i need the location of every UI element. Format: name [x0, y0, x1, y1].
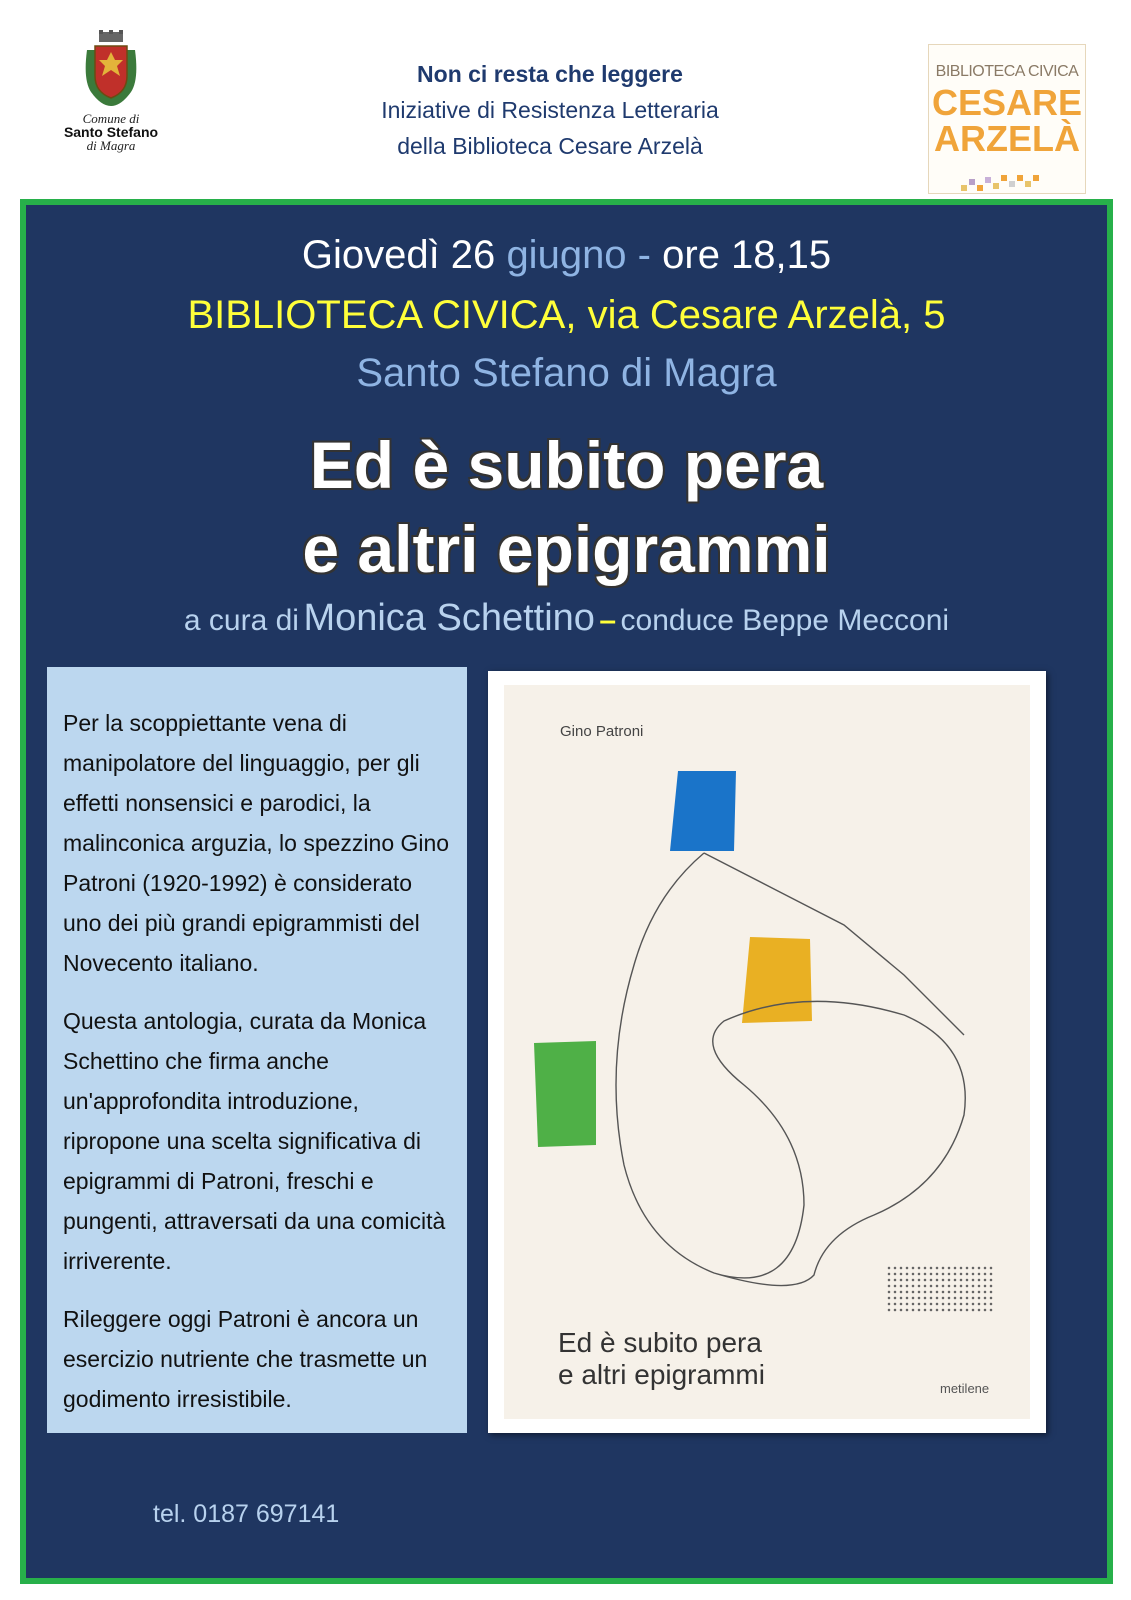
cover-dot-grid-area [886, 1265, 994, 1313]
event-date [26, 233, 1107, 278]
book-cover [504, 685, 1030, 1419]
series-subtitle1: Iniziative di Resistenza Letteraria [381, 97, 719, 123]
cover-publisher: metilene [940, 1381, 990, 1396]
crest-line2: Santo Stefano [63, 124, 159, 140]
series-subtitle2: della Biblioteca Cesare Arzelà [397, 133, 703, 159]
cover-blue-square [670, 771, 736, 851]
crest-line1: Comune di [82, 111, 140, 126]
cover-green-square [534, 1041, 596, 1147]
curated-prefix: a cura di [183, 604, 299, 637]
crest-line3: di Magra [86, 138, 136, 153]
series-title: Non ci resta che leggere [417, 61, 683, 87]
description-paragraph2: Questa antologia, curata da Monica Schettino che firma anche un'approfondita introduzione, ripropone una scelta significativa di epigrammi di Patroni, freschi e pungenti, attraversati da una comicità irriverente. [63, 1008, 446, 1274]
pixel-pattern-icon [961, 173, 1051, 193]
library-logo [928, 44, 1086, 194]
book-title-line1: Ed è subito pera [309, 428, 824, 502]
header-text [300, 56, 800, 164]
cover-curved-line [616, 853, 965, 1286]
curator-name: Monica Schettino [303, 597, 595, 639]
event-place: BIBLIOTECA CIVICA, via Cesare Arzelà, 5 [187, 293, 946, 337]
coat-of-arms-icon [81, 30, 141, 110]
event-credits [26, 597, 1107, 640]
event-time: ore 18,15 [662, 233, 832, 277]
event-panel [20, 199, 1113, 1584]
event-day: Giovedì 26 [301, 233, 496, 277]
book-title-line2: e altri epigrammi [302, 512, 831, 586]
description-paragraph1: Per la scoppiettante vena di manipolatore del linguaggio, per gli effetti nonsensici e parodici, la malinconica arguzia, lo spezzino Gino Patroni (1920-1992) è considerato uno dei più grandi epigrammisti del Novecento italiano. [63, 710, 450, 976]
event-month: giugno - [506, 233, 651, 277]
event-town: Santo Stefano di Magra [356, 351, 777, 395]
host-name: conduce Beppe Mecconi [620, 604, 950, 637]
description-box [47, 667, 467, 1433]
library-logo-line3: ARZELÀ [934, 118, 1080, 159]
credits-dash: – [599, 604, 617, 637]
cover-title-line2: e altri epigrammi [558, 1359, 765, 1390]
library-logo-line1: BIBLIOTECA CIVICA [935, 63, 1079, 80]
contact-phone: tel. 0187 697141 [153, 1500, 340, 1528]
cover-title-line1: Ed è subito pera [558, 1327, 762, 1358]
municipality-crest [46, 30, 176, 180]
cover-author: Gino Patroni [560, 723, 644, 740]
book-cover-image [488, 671, 1046, 1433]
description-paragraph3: Rileggere oggi Patroni è ancora un esercizio nutriente che trasmette un godimento irresistibile. [63, 1306, 428, 1412]
library-logo-line2: CESARE [931, 82, 1083, 123]
